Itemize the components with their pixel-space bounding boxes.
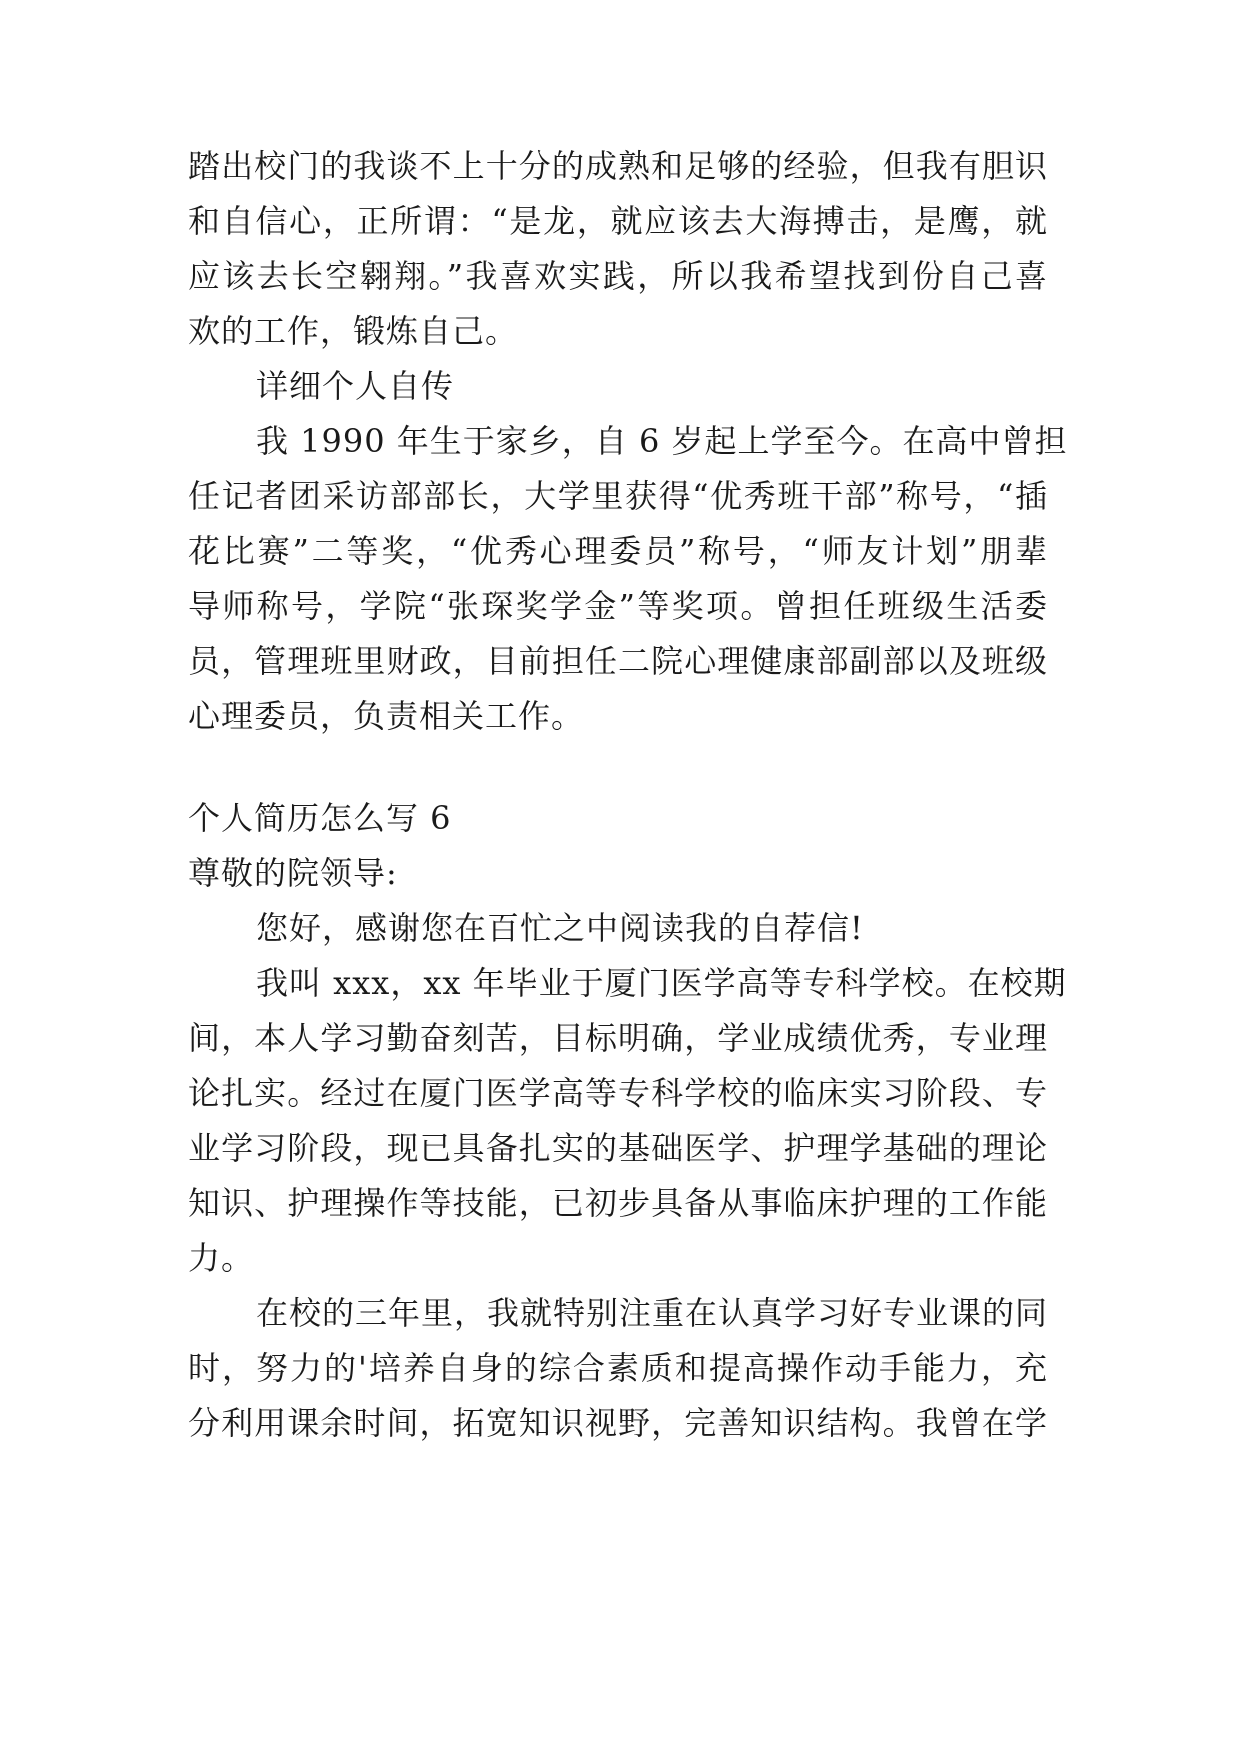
paragraph-2-line: 导师称号，学院“张琛奖学金”等奖项。曾担任班级生活委 (188, 587, 1048, 625)
paragraph-1-line: 应该去长空翱翔。”我喜欢实践，所以我希望找到份自己喜 (188, 257, 1048, 295)
paragraph-2-line: 员，管理班里财政，目前担任二院心理健康部副部以及班级 (188, 642, 1048, 680)
salutation: 尊敬的院领导: (188, 854, 398, 892)
paragraph-2-line: 任记者团采访部部长，大学里获得“优秀班干部”称号，“插 (188, 477, 1048, 515)
paragraph-4-line: 分利用课余时间，拓宽知识视野，完善知识结构。我曾在学 (188, 1404, 1048, 1442)
paragraph-4-line: 在校的三年里，我就特别注重在认真学习好专业课的同 (256, 1294, 1049, 1332)
paragraph-3-line: 论扎实。经过在厦门医学高等专科学校的临床实习阶段、专 (188, 1074, 1048, 1112)
paragraph-2-line: 我 1990 年生于家乡，自 6 岁起上学至今。在高中曾担 (256, 422, 1068, 460)
paragraph-3-line: 力。 (188, 1239, 255, 1277)
paragraph-3-line: 间，本人学习勤奋刻苦，目标明确，学业成绩优秀，专业理 (188, 1019, 1048, 1057)
paragraph-1-line: 欢的工作，锻炼自己。 (188, 312, 519, 350)
paragraph-2-line: 花比赛”二等奖，“优秀心理委员”称号，“师友计划”朋辈 (188, 532, 1048, 570)
paragraph-3-line: 知识、护理操作等技能，已初步具备从事临床护理的工作能 (188, 1184, 1048, 1222)
paragraph-1-line: 和自信心，正所谓：“是龙，就应该去大海搏击，是鹰，就 (188, 202, 1048, 240)
paragraph-4-line: 时，努力的'培养自身的综合素质和提高操作动手能力，充 (188, 1349, 1048, 1387)
paragraph-3-line: 我叫 xxx，xx 年毕业于厦门医学高等专科学校。在校期 (256, 964, 1067, 1002)
paragraph-1-line: 踏出校门的我谈不上十分的成熟和足够的经验，但我有胆识 (188, 147, 1048, 185)
greeting: 您好，感谢您在百忙之中阅读我的自荐信! (256, 909, 864, 947)
paragraph-2-line: 心理委员，负责相关工作。 (188, 697, 585, 735)
subheading: 详细个人自传 (256, 367, 455, 405)
paragraph-3-line: 业学习阶段，现已具备扎实的基础医学、护理学基础的理论 (188, 1129, 1048, 1167)
section-title: 个人简历怎么写 6 (188, 799, 452, 837)
